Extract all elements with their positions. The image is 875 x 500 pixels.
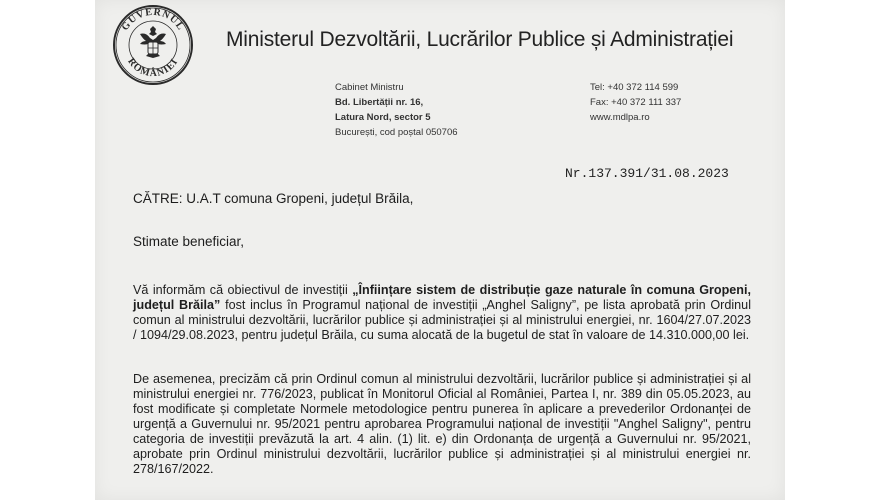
ministry-name: Ministerul Dezvoltării, Lucrărilor Publice și Administrației	[226, 28, 734, 51]
svg-text:GUVERNUL: GUVERNUL	[119, 6, 187, 33]
document-number: Nr.137.391/31.08.2023	[565, 166, 729, 181]
contact-phone: Tel: +40 372 114 599	[590, 82, 679, 93]
svg-text:ROMÂNIEI: ROMÂNIEI	[125, 56, 181, 80]
contact-block	[590, 80, 681, 125]
cabinet-street: Bd. Libertății nr. 16,	[335, 97, 424, 108]
paragraph-2-text: De asemenea, precizăm că prin Ordinul comun al ministrului dezvoltării, lucrărilor publice și administrației și al ministrului energiei nr. 776/2023, publicat în Monitorul Oficial al României, Partea I, nr. 389 din 05.05.2023, au fost modificate și completate Normele metodologice pentru punerea în aplicare a prevederilor Ordonanței de urgență a Guvernului nr. 95/2021 pentru aprobarea Programului național de investiții "Anghel Saligny", pentru categoria de investiții prevăzută la art. 4 alin. (1) lit. e) din Ordonanța de urgență a Guvernului nr. 95/2021, aprobate prin Ordinul ministrului dezvoltării, lucrărilor publice și administrației și al ministrului energiei nr. 278/167/2022.	[133, 372, 751, 476]
cabinet-city: București, cod poștal 050706	[335, 127, 458, 138]
paragraph-2	[133, 372, 751, 477]
paragraph-1-prefix: Vă informăm că obiectivul de investiții	[133, 283, 353, 297]
contact-website: www.mdlpa.ro	[590, 112, 650, 123]
paragraph-1	[133, 283, 751, 343]
letter-page	[95, 0, 785, 500]
paragraph-1-suffix: fost inclus în Programul național de investiții „Anghel Saligny”, pe lista aprobată prin Ordinul comun al ministrului dezvoltării, lucrărilor publice și administrației și al ministrului energiei, nr. 1604/27.07.2023 / 1094/29.08.2023, pentru județul Brăila, cu suma alocată de la bugetul de stat în valoare de 14.310.000,00 lei.	[133, 298, 751, 342]
government-seal-icon	[112, 4, 194, 86]
salutation: Stimate beneficiar,	[133, 234, 245, 249]
cabinet-address	[335, 80, 458, 140]
contact-fax: Fax: +40 372 111 337	[590, 97, 682, 108]
cabinet-building: Latura Nord, sector 5	[335, 112, 431, 123]
cabinet-line: Cabinet Ministru	[335, 82, 404, 93]
investment-objective: „Înființare sistem de distribuție gaze naturale în comuna Gropeni, județul Brăila”	[133, 283, 751, 312]
recipient-line: CĂTRE: U.A.T comuna Gropeni, județul Brăila,	[133, 191, 414, 206]
